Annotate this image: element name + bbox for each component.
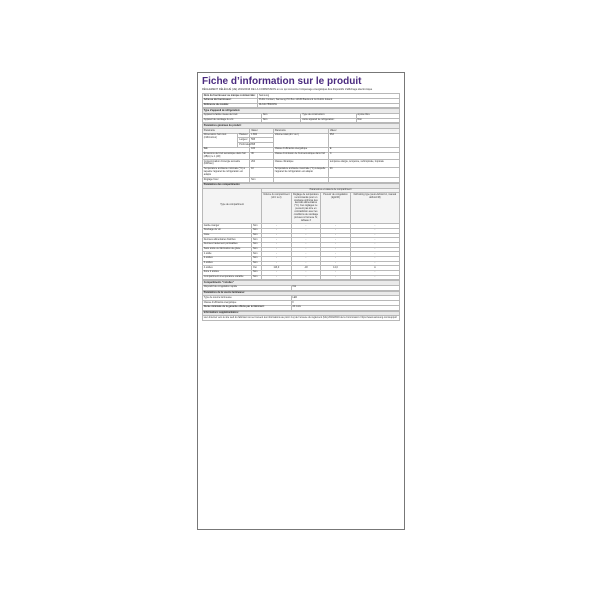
compartment-volume: - [262, 275, 292, 280]
type-table [202, 108, 400, 123]
compartment-present: Non [252, 256, 262, 261]
compartment-setting: - [291, 224, 321, 229]
compartment-name: Garde-manger [203, 224, 252, 229]
general-row [203, 167, 400, 178]
light-section-title: Paramètres de la source lumineuse: [203, 291, 400, 296]
compartment-name: Denrées hautement périssables [203, 242, 252, 247]
type-param-value: Non [262, 114, 301, 119]
compartment-defrost: - [350, 224, 399, 229]
compartment-defrost: - [350, 256, 399, 261]
compartment-freezing: - [321, 238, 351, 243]
compartment-defrost: - [350, 242, 399, 247]
extra-section-title: Informations supplémentaires: [203, 311, 400, 316]
compartment-row [203, 275, 400, 280]
warranty-label: Durée minimale de la garantie offerte par le fabricant: [203, 305, 292, 310]
compartment-present: Non [252, 275, 262, 280]
compartment-params-header: Paramètres et valeurs de compartiment [262, 188, 400, 193]
compartment-present: Non [252, 228, 262, 233]
compartment-present: Oui [252, 266, 262, 271]
general-header-param2: Paramètre [273, 129, 328, 134]
light-table [202, 291, 400, 311]
general-param-value [329, 178, 400, 183]
compartment-present: Non [252, 242, 262, 247]
compartment-present: Non [252, 247, 262, 252]
compartment-setting: - [291, 271, 321, 276]
type-param-value: Non [356, 118, 399, 123]
general-param-label: Classe climatique [273, 160, 328, 168]
general-param-label: Réglage hiver [203, 178, 250, 183]
supplier-label: Nom du fournisseur ou marque commerciale: [203, 94, 258, 99]
compartment-setting: - [291, 242, 321, 247]
type-param-label: Appareil à faible niveau de bruit: [203, 114, 262, 119]
compartment-freezing: - [321, 261, 351, 266]
compartment-volume-header: Volume du compartiment (dm³ ou l) [262, 193, 292, 224]
compartment-freezing: - [321, 252, 351, 257]
compartment-volume: - [262, 224, 292, 229]
compartment-volume: - [262, 233, 292, 238]
general-param-value: 10 [250, 167, 274, 178]
type-param-label: Type de construction: [301, 114, 356, 119]
compartment-volume: - [262, 256, 292, 261]
compartment-defrost: - [350, 247, 399, 252]
compartment-freezing: - [321, 242, 351, 247]
compartment-table [202, 183, 400, 280]
compartment-volume: - [262, 228, 292, 233]
general-param-value: 43 [329, 167, 400, 178]
compartment-volume: - [262, 242, 292, 247]
compartment-freezing-header: Pouvoir de congélation (kg/24h) [321, 193, 351, 224]
warranty-value: 24 mois [291, 305, 399, 310]
compartment-freezing: - [321, 275, 351, 280]
general-header-param1: Paramètre [203, 129, 250, 134]
compartment-freezing: - [321, 224, 351, 229]
compartment-defrost: - [350, 252, 399, 257]
supplier-table [202, 93, 400, 108]
compartment-setting: - [291, 247, 321, 252]
compartment-freezing: - [321, 228, 351, 233]
compartment-volume: - [262, 261, 292, 266]
general-param-value: 264 [250, 160, 274, 168]
dim-height-key: Hauteur [239, 133, 248, 137]
compartment-defrost: A [350, 266, 399, 271]
general-header-value1: Valeur [250, 129, 274, 134]
compartment-freezing: - [321, 256, 351, 261]
compartment-volume: - [262, 238, 292, 243]
dim-depth-value: 658 [250, 143, 274, 148]
four-star-section-title: Compartiments "4 étoiles" [203, 281, 400, 286]
general-param-label [273, 178, 328, 183]
model-value: RL34C7B5DWW [258, 103, 400, 108]
dim-width-key: Largeur [238, 138, 250, 143]
compartment-setting-header: Réglage de température recommandé pour un stockage optimisé des denrées alimentaires (°C). Ces réglages ne peuvent pas être en contradiction avec les conditions de stockage prévues à l’annexe IV, tableau 3 [293, 192, 319, 222]
general-table [202, 123, 400, 183]
compartment-present: Non [252, 252, 262, 257]
compartment-setting: - [291, 252, 321, 257]
compartment-present: Non [252, 233, 262, 238]
compartment-volume: 113,0 [262, 266, 292, 271]
general-param-label: Classe d’émission de bruit acoustique dans l’air [273, 152, 328, 160]
type-param-value: à pose libre [356, 114, 399, 119]
fast-freeze-value: Oui [291, 286, 399, 291]
compartment-defrost: - [350, 228, 399, 233]
general-section-title: Paramètres généraux du produit: [203, 124, 400, 129]
compartment-present: Non [252, 261, 262, 266]
compartment-name: Stockage du vin [203, 228, 252, 233]
compartment-name: 2 étoiles [203, 256, 252, 261]
compartment-setting: - [291, 238, 321, 243]
general-row [203, 160, 400, 168]
general-param-value: tempérée élargie, tempérée, subtropicale, tropicale [329, 160, 400, 168]
compartment-type-header: Type de compartiment [203, 188, 262, 224]
address-label: Adresse du fournisseur: [203, 98, 258, 103]
dim-width-value: 595 [250, 138, 274, 143]
total-volume-label: Volume total (dm³ ou l) [273, 133, 328, 147]
general-param-label: Classe d’efficacité énergétique [273, 147, 328, 152]
compartment-section-title: Paramètres des compartiments: [203, 183, 400, 188]
compartment-defrost: - [350, 271, 399, 276]
four-star-table [202, 280, 400, 290]
page-title: Fiche d’information sur le produit [202, 76, 362, 87]
general-param-value: Non [250, 178, 274, 183]
compartment-name: Denrées alimentaires fraîches [203, 238, 252, 243]
address-value: Public Contact, Samsung PO Box 12345 Blackrock Co Dublin Ireland [258, 98, 400, 103]
general-param-value: C [329, 152, 400, 160]
general-row [203, 178, 400, 183]
general-param-label: Température ambiante minimale (°C) à laquelle l’appareil de réfrigération est adapté [203, 167, 250, 178]
compartment-freezing: 14,0 [321, 266, 351, 271]
compartment-defrost: - [350, 233, 399, 238]
general-param-label: Émissions de bruit acoustique dans l’air [dB(A) re 1 pW] [203, 152, 250, 160]
compartment-name: Zone 2 étoiles [203, 271, 252, 276]
compartment-name: 4 étoiles [203, 266, 252, 271]
extra-table [202, 311, 400, 321]
general-param-label: IEE [203, 147, 250, 152]
compartment-setting: - [291, 256, 321, 261]
general-header-value2: Valeur [329, 129, 400, 134]
model-label: Référence du modèle: [203, 103, 258, 108]
general-param-label: Température ambiante maximale (°C) à laquelle l’appareil de réfrigération est adapté [273, 167, 328, 178]
extra-info-text: Lien Internet vers le site web du fabricant où se trouvent les informations au point 4 a) de l’annexe du règlement (UE) 2019/2019 de la Commission: https://www.samsung.com/support [203, 316, 400, 321]
light-class-label: Classe d’efficacité énergétique [203, 301, 292, 306]
compartment-name: Cave [203, 233, 252, 238]
compartment-setting: - [291, 233, 321, 238]
regulation-intro: RÈGLEMENT DÉLÉGUÉ (UE) 2019/2016 DE LA COMMISSION en ce qui concerne l’étiquetage énergétique des dispositifs d’affichage électronique [202, 88, 373, 91]
compartment-freezing: - [321, 271, 351, 276]
light-type-value: LED [291, 296, 399, 301]
compartment-name: Sans étoile ou fabrication de glace [203, 247, 252, 252]
compartment-present: Non [252, 224, 262, 229]
compartment-defrost: - [350, 238, 399, 243]
compartment-freezing: - [321, 247, 351, 252]
compartment-name: Compartiment à température variable [203, 275, 252, 280]
light-class-value: F [291, 301, 399, 306]
dim-height-value: 1 860 [250, 133, 274, 138]
type-section-title: Type d’appareil de réfrigération: [203, 109, 400, 114]
compartment-volume: - [262, 247, 292, 252]
general-param-label: Consommation d’énergie annuelle (kWh/an) [203, 160, 250, 168]
compartment-volume: - [262, 252, 292, 257]
compartment-setting: - [291, 228, 321, 233]
compartment-volume: - [262, 271, 292, 276]
type-param-value: Non [262, 118, 301, 123]
fast-freeze-label: Dispositif de congélation rapide [203, 286, 292, 291]
compartment-defrost: - [350, 275, 399, 280]
dim-depth-key: Profondeur [239, 142, 252, 146]
compartment-setting: - [291, 275, 321, 280]
product-information-sheet [197, 72, 405, 530]
compartment-defrost-header: Défrosting type (auto-défrost=A, manual défrost=M) [350, 193, 399, 224]
compartment-defrost: - [350, 261, 399, 266]
compartment-name: 1 étoile [203, 252, 252, 257]
compartment-present: Non [252, 271, 262, 276]
light-type-label: Type de source lumineuse [203, 296, 292, 301]
type-param-label: Appareil de stockage du vin: [203, 118, 262, 123]
type-param-label: Autre appareil de réfrigération: [301, 118, 356, 123]
compartment-setting: -18 [291, 266, 321, 271]
general-param-value: 100 [250, 147, 274, 152]
compartment-setting: - [291, 261, 321, 266]
model-row [203, 103, 400, 108]
compartment-freezing: - [321, 233, 351, 238]
compartment-name: 3 étoiles [203, 261, 252, 266]
type-row [203, 118, 400, 123]
dimensions-label: Dimensions hors tout (millimètres) [203, 133, 238, 147]
total-volume-value: 353 [329, 133, 400, 147]
general-param-value: 36 [250, 152, 274, 160]
supplier-value: Samsung [258, 94, 400, 99]
general-row [203, 152, 400, 160]
general-param-value: E [329, 147, 400, 152]
compartment-present: Non [252, 238, 262, 243]
